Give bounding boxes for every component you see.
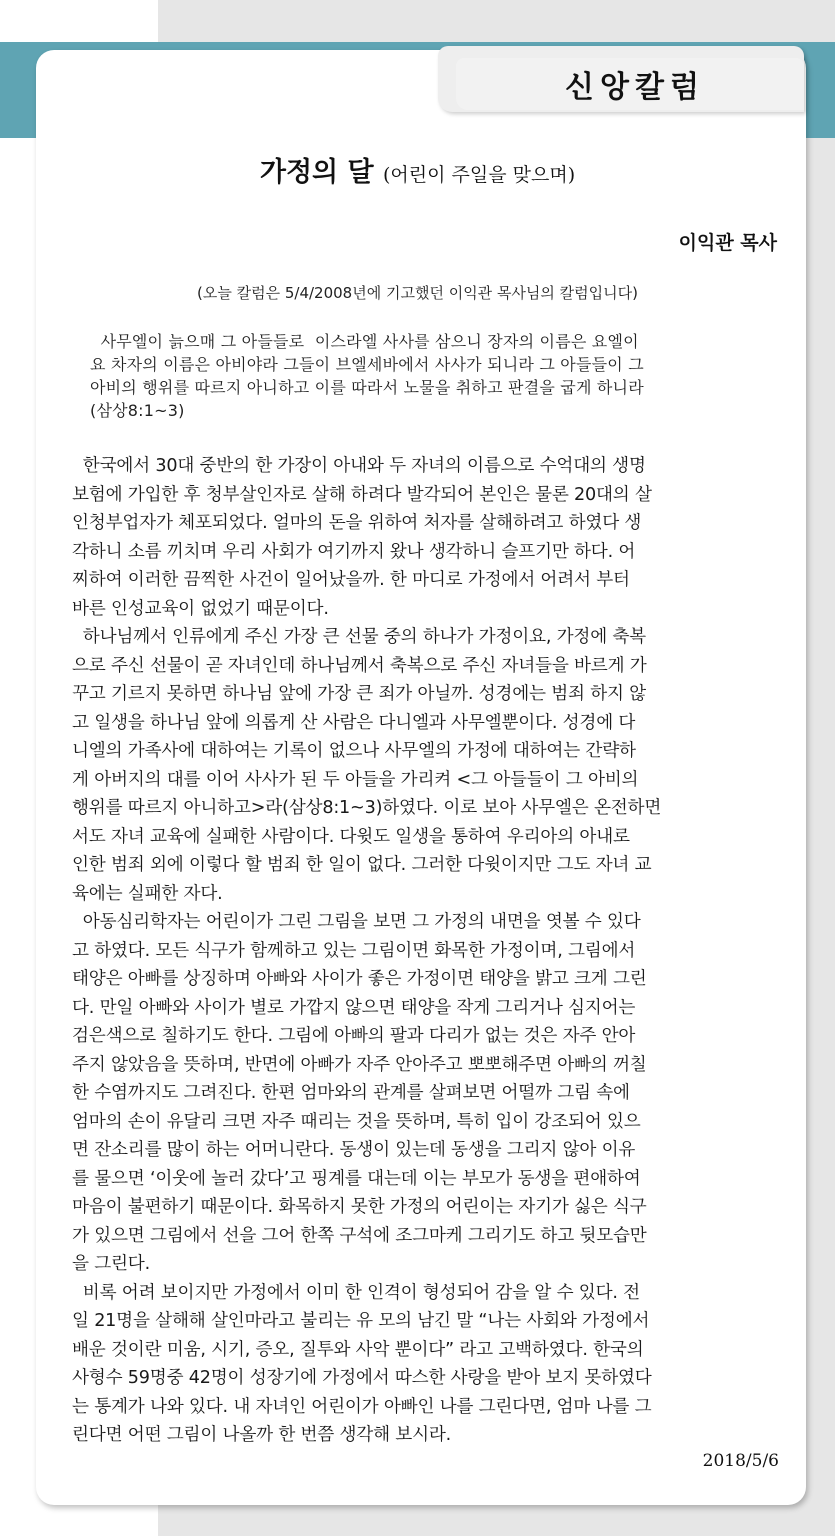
article-body (72, 452, 784, 1450)
body-line: 각하니 소름 끼치며 우리 사회가 여기까지 왔나 생각하니 슬프기만 하다. 어 (72, 541, 636, 562)
body-line: 주지 않았음을 뜻하며, 반면에 아빠가 자주 안아주고 뽀뽀해주면 아빠의 꺼칠 (72, 1054, 647, 1075)
body-line: 하나님께서 인류에게 주신 가장 큰 선물 중의 하나가 가정이요, 가정에 축복 (72, 627, 646, 647)
body-line: 한국에서 30대 중반의 한 가장이 아내와 두 자녀의 이름으로 수억대의 생명 (72, 456, 646, 476)
scripture-quote (90, 330, 770, 422)
body-line: 배운 것이란 미움, 시기, 증오, 질투와 사악 뿐이다” 라고 고백하였다. 한국의 (72, 1339, 644, 1360)
body-line: 사형수 59명중 42명이 성장기에 가정에서 따스한 사랑을 받아 보지 못하였다 (72, 1368, 652, 1388)
article-title (0, 150, 835, 189)
body-line: 게 아버지의 대를 이어 사사가 된 두 아들을 가리켜 <그 아들들이 그 아비의 (72, 769, 639, 790)
body-line: 를 물으면 ‘이웃에 놀러 갔다’고 핑계를 대는데 이는 부모가 동생을 편애하여 (72, 1168, 641, 1189)
body-line: 서도 자녀 교육에 실패한 사람이다. 다윗도 일생을 통하여 우리아의 아내로 (72, 826, 630, 847)
article-title-main: 가정의 달 (259, 157, 374, 188)
body-line: 고 하였다. 모든 식구가 함께하고 있는 그림이면 화목한 가정이며, 그림에서 (72, 940, 636, 961)
section-tab-inner (456, 58, 804, 110)
body-line: 태양은 아빠를 상징하며 아빠와 사이가 좋은 가정이면 태양을 밝고 크게 그린 (72, 969, 647, 989)
body-line: 비록 어려 보이지만 가정에서 이미 한 인격이 형성되어 감을 알 수 있다. 전 (72, 1282, 640, 1303)
body-line: 면 잔소리를 많이 하는 어머니란다. 동생이 있는데 동생을 그리지 않아 이유 (72, 1140, 636, 1160)
body-line: 으로 주신 선물이 곧 자녀인데 하나님께서 축복으로 주신 자녀들을 바르게 가 (72, 655, 647, 676)
scripture-line: 요 차자의 이름은 아비야라 그들이 브엘세바에서 사사가 되니라 그 아들들이 그 (90, 355, 644, 374)
body-line: 보험에 가입한 후 청부살인자로 살해 하려다 발각되어 본인은 물론 20대의 살 (72, 484, 652, 505)
body-line: 찌하여 이러한 끔찍한 사건이 일어났을까. 한 마디로 가정에서 어려서 부터 (72, 570, 630, 590)
body-line: 꾸고 기르지 못하면 하나님 앞에 가장 큰 죄가 아닐까. 성경에는 범죄 하지 않 (72, 684, 646, 704)
body-line: 을 그린다. (72, 1254, 150, 1274)
body-line: 린다면 어떤 그림이 나올까 한 번쯤 생각해 보시라. (72, 1425, 452, 1445)
body-line: 엄마의 손이 유달리 크면 자주 때리는 것을 뜻하며, 특히 입이 강조되어 있으 (72, 1111, 641, 1132)
body-line: 육에는 실패한 자다. (72, 883, 223, 904)
body-line: 고 일생을 하나님 앞에 의롭게 산 사람은 다니엘과 사무엘뿐이다. 성경에 다 (72, 712, 636, 733)
body-line: 인청부업자가 체포되었다. 얼마의 돈을 위하여 처자를 살해하려고 하였다 생 (72, 513, 642, 533)
scripture-line: 아비의 행위를 따르지 아니하고 이를 따라서 노물을 취하고 판결을 굽게 하니라 (90, 378, 644, 397)
article-author: 이익관 목사 (678, 232, 777, 254)
body-line: 바른 인성교육이 없었기 때문이다. (72, 598, 329, 619)
body-line: 인한 범죄 외에 이렇다 할 범죄 한 일이 없다. 그러한 다윗이지만 그도 자녀 교 (72, 855, 652, 875)
body-line: 검은색으로 칠하기도 한다. 그림에 아빠의 팔과 다리가 없는 것은 자주 안아 (72, 1026, 636, 1046)
body-line: 다. 만일 아빠와 사이가 별로 가깝지 않으면 태양을 작게 그리거나 심지어는 (72, 997, 636, 1018)
body-line: 일 21명을 살해해 살인마라고 불리는 유 모의 남긴 말 “나는 사회와 가정에서 (72, 1311, 650, 1331)
body-line: 가 있으면 그림에서 선을 그어 한쪽 구석에 조그마케 그리기도 하고 뒷모습만 (72, 1225, 647, 1246)
body-line: 한 수염까지도 그려진다. 한편 엄마와의 관계를 살펴보면 어떨까 그림 속에 (72, 1083, 630, 1103)
scripture-line: 사무엘이 늙으매 그 아들들로 이스라엘 사사를 삼으니 장자의 이름은 요엘이 (90, 332, 639, 351)
body-line: 아동심리학자는 어린이가 그린 그림을 보면 그 가정의 내면을 엿볼 수 있다 (72, 912, 641, 932)
body-line: 는 통계가 나와 있다. 내 자녀인 어린이가 아빠인 나를 그린다면, 엄마 나를 그 (72, 1396, 652, 1417)
body-line: 마음이 불편하기 때문이다. 화목하지 못한 가정의 어린이는 자기가 싫은 식구 (72, 1197, 647, 1217)
body-line: 행위를 따르지 아니하고>라(삼상8:1~3)하였다. 이로 보아 사무엘은 온전하면 (72, 798, 662, 818)
body-line: 니엘의 가족사에 대하여는 기록이 없으나 사무엘의 가정에 대하여는 간략하 (72, 741, 636, 761)
article-title-sub: (어린이 주일을 맞으며) (383, 164, 576, 186)
editor-note: (오늘 칼럼은 5/4/2008년에 기고했던 이익관 목사님의 칼럼입니다) (197, 284, 638, 302)
scripture-line: (삼상8:1~3) (90, 401, 185, 420)
publish-date: 2018/5/6 (702, 1451, 779, 1471)
section-label: 신앙칼럼 (565, 70, 705, 105)
